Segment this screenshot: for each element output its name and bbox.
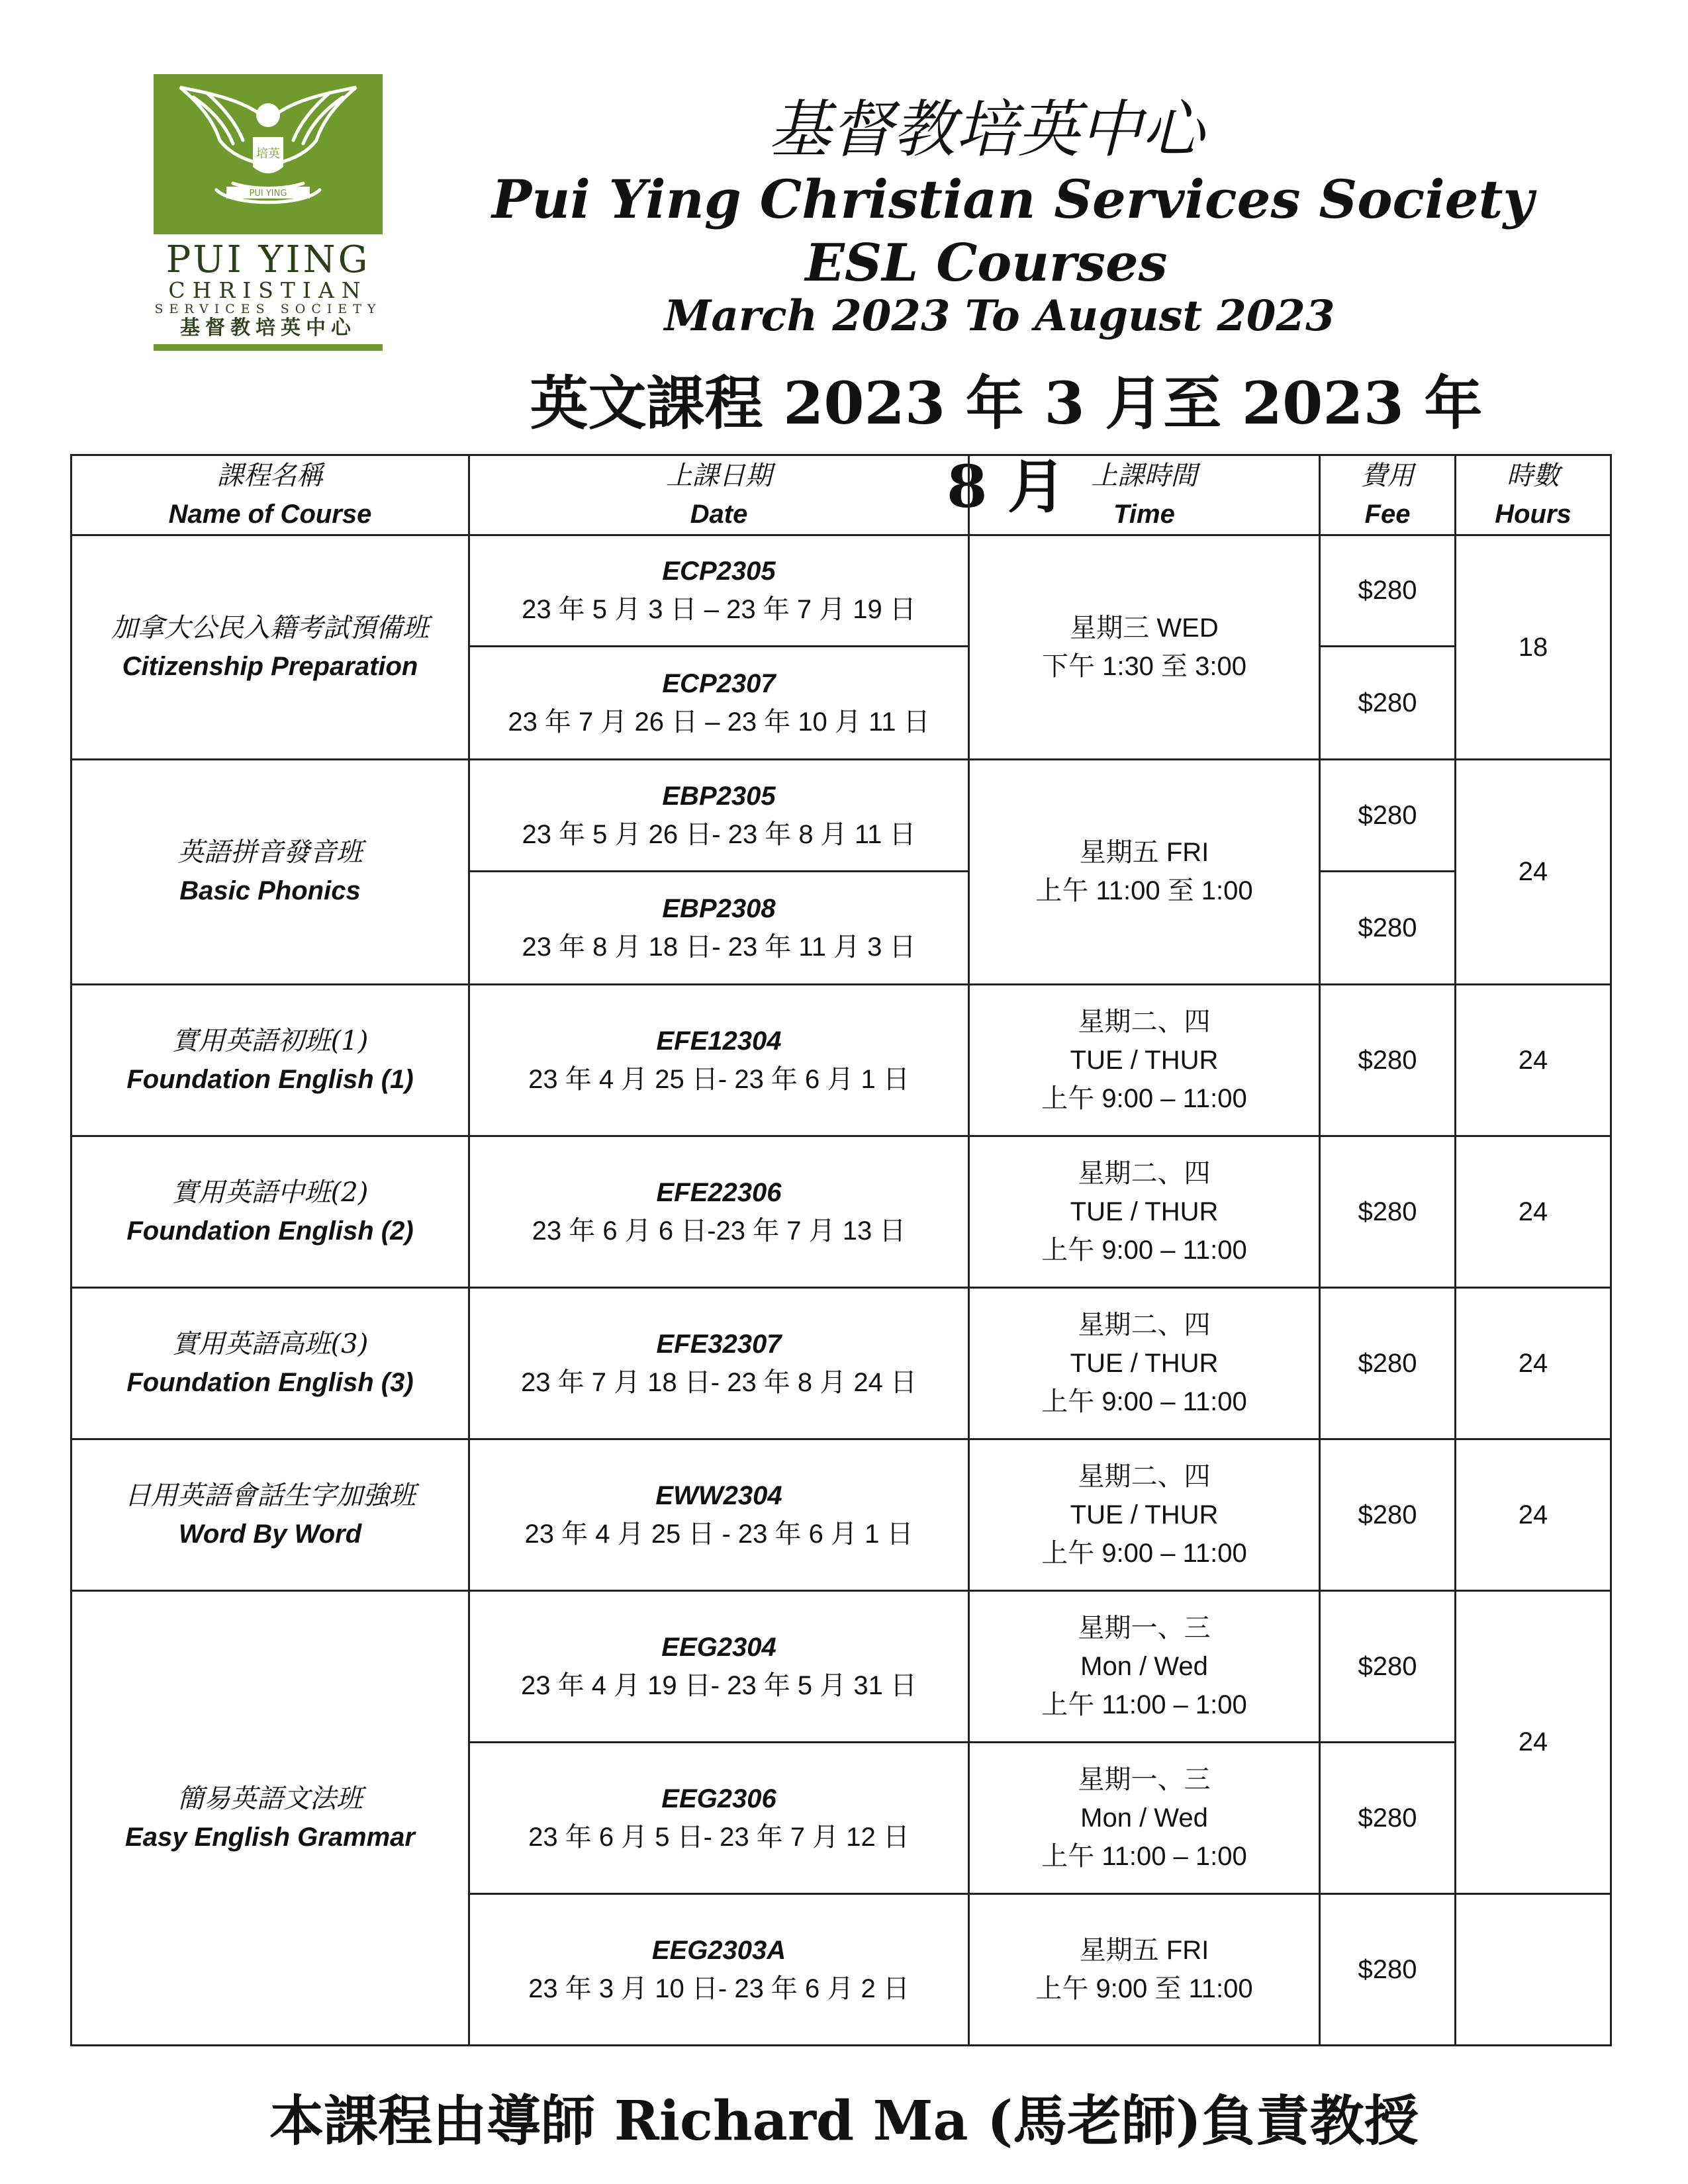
logo-line-3: SERVICES SOCIETY bbox=[154, 302, 382, 316]
instructor-note: 本課程由導師 Richard Ma (馬老師)負責教授 bbox=[269, 2089, 1419, 2153]
col-header-time: 上課時間 Time bbox=[969, 455, 1320, 535]
eagle-icon bbox=[154, 74, 383, 234]
table-row bbox=[71, 1439, 1611, 1590]
course-name: 簡易英語文法班 Easy English Grammar bbox=[71, 1590, 469, 2045]
session-date: EBP2305 23 年 5 月 26 日- 23 年 8 月 11 日 bbox=[469, 760, 969, 872]
col-header-course: 課程名稱 Name of Course bbox=[71, 455, 469, 535]
course-name: 實用英語中班(2) Foundation English (2) bbox=[71, 1136, 469, 1287]
session-date: EWW2304 23 年 4 月 25 日 - 23 年 6 月 1 日 bbox=[469, 1439, 969, 1590]
hours-empty bbox=[1456, 1893, 1611, 2045]
session-date: EEG2303A 23 年 3 月 10 日- 23 年 6 月 2 日 bbox=[469, 1893, 969, 2045]
period-cn: 英文課程 2023 年 3 月至 2023 年 8 月 bbox=[530, 369, 1483, 521]
logo-line-4: 基督教培英中心 bbox=[180, 316, 356, 340]
table-row bbox=[71, 760, 1611, 872]
org-name-en: Pui Ying Christian Services Society bbox=[492, 168, 1534, 230]
schedule-table bbox=[70, 454, 1612, 2046]
logo bbox=[154, 74, 383, 351]
course-title: ESL Courses bbox=[805, 233, 1168, 293]
logo-line-2: CHRISTIAN bbox=[168, 277, 368, 303]
session-date: EEG2306 23 年 6 月 5 日- 23 年 7 月 12 日 bbox=[469, 1742, 969, 1893]
fee: $280 bbox=[1320, 1136, 1456, 1287]
fee: $280 bbox=[1320, 1439, 1456, 1590]
fee: $280 bbox=[1320, 871, 1456, 984]
session-date: EFE22306 23 年 6 月 6 日-23 年 7 月 13 日 bbox=[469, 1136, 969, 1287]
session-time: 星期三 WED 下午 1:30 至 3:00 bbox=[969, 535, 1320, 760]
org-name-cn: 基督教培英中心 bbox=[768, 94, 1204, 166]
session-time: 星期五 FRI 上午 9:00 至 11:00 bbox=[969, 1893, 1320, 2045]
session-time: 星期二、四 TUE / THUR 上午 9:00 – 11:00 bbox=[969, 1439, 1320, 1590]
table-row bbox=[71, 535, 1611, 647]
hours: 24 bbox=[1456, 1590, 1611, 1893]
session-time: 星期一、三 Mon / Wed 上午 11:00 – 1:00 bbox=[969, 1742, 1320, 1893]
table-row bbox=[71, 1590, 1611, 1742]
fee: $280 bbox=[1320, 984, 1456, 1136]
fee: $280 bbox=[1320, 647, 1456, 760]
table-row bbox=[71, 1287, 1611, 1439]
session-date: EFE32307 23 年 7 月 18 日- 23 年 8 月 24 日 bbox=[469, 1287, 969, 1439]
session-time: 星期一、三 Mon / Wed 上午 11:00 – 1:00 bbox=[969, 1590, 1320, 1742]
fee: $280 bbox=[1320, 1287, 1456, 1439]
eagle-emblem bbox=[154, 74, 383, 234]
logo-line-1: PUI YING bbox=[165, 238, 371, 281]
svg-text:培英: 培英 bbox=[256, 147, 280, 161]
col-header-fee: 費用 Fee bbox=[1320, 455, 1456, 535]
course-name: 加拿大公民入籍考試預備班 Citizenship Preparation bbox=[71, 535, 469, 760]
course-name: 實用英語初班(1) Foundation English (1) bbox=[71, 984, 469, 1136]
hours: 24 bbox=[1456, 984, 1611, 1136]
hours: 24 bbox=[1456, 1439, 1611, 1590]
table-row bbox=[71, 984, 1611, 1136]
session-time: 星期二、四 TUE / THUR 上午 9:00 – 11:00 bbox=[969, 1287, 1320, 1439]
hours: 18 bbox=[1456, 535, 1611, 760]
session-date: EEG2304 23 年 4 月 19 日- 23 年 5 月 31 日 bbox=[469, 1590, 969, 1742]
course-name: 實用英語高班(3) Foundation English (3) bbox=[71, 1287, 469, 1439]
period-en: March 2023 To August 2023 bbox=[664, 291, 1335, 341]
fee: $280 bbox=[1320, 535, 1456, 647]
col-header-hours: 時數 Hours bbox=[1456, 455, 1611, 535]
col-header-date: 上課日期 Date bbox=[469, 455, 969, 535]
fee: $280 bbox=[1320, 1742, 1456, 1893]
session-date: ECP2307 23 年 7 月 26 日 – 23 年 10 月 11 日 bbox=[469, 647, 969, 760]
fee: $280 bbox=[1320, 1590, 1456, 1742]
table-header-row bbox=[71, 455, 1611, 535]
course-name: 日用英語會話生字加強班 Word By Word bbox=[71, 1439, 469, 1590]
session-date: EBP2308 23 年 8 月 18 日- 23 年 11 月 3 日 bbox=[469, 871, 969, 984]
session-date: ECP2305 23 年 5 月 3 日 – 23 年 7 月 19 日 bbox=[469, 535, 969, 647]
logo-underline bbox=[154, 344, 383, 351]
session-time: 星期二、四 TUE / THUR 上午 9:00 – 11:00 bbox=[969, 1136, 1320, 1287]
hours: 24 bbox=[1456, 1287, 1611, 1439]
fee: $280 bbox=[1320, 760, 1456, 872]
hours: 24 bbox=[1456, 1136, 1611, 1287]
session-time: 星期五 FRI 上午 11:00 至 1:00 bbox=[969, 760, 1320, 985]
svg-text:PUI YING: PUI YING bbox=[249, 189, 287, 199]
course-name: 英語拼音發音班 Basic Phonics bbox=[71, 760, 469, 985]
hours: 24 bbox=[1456, 760, 1611, 985]
session-time: 星期二、四 TUE / THUR 上午 9:00 – 11:00 bbox=[969, 984, 1320, 1136]
session-date: EFE12304 23 年 4 月 25 日- 23 年 6 月 1 日 bbox=[469, 984, 969, 1136]
fee: $280 bbox=[1320, 1893, 1456, 2045]
table-row bbox=[71, 1136, 1611, 1287]
